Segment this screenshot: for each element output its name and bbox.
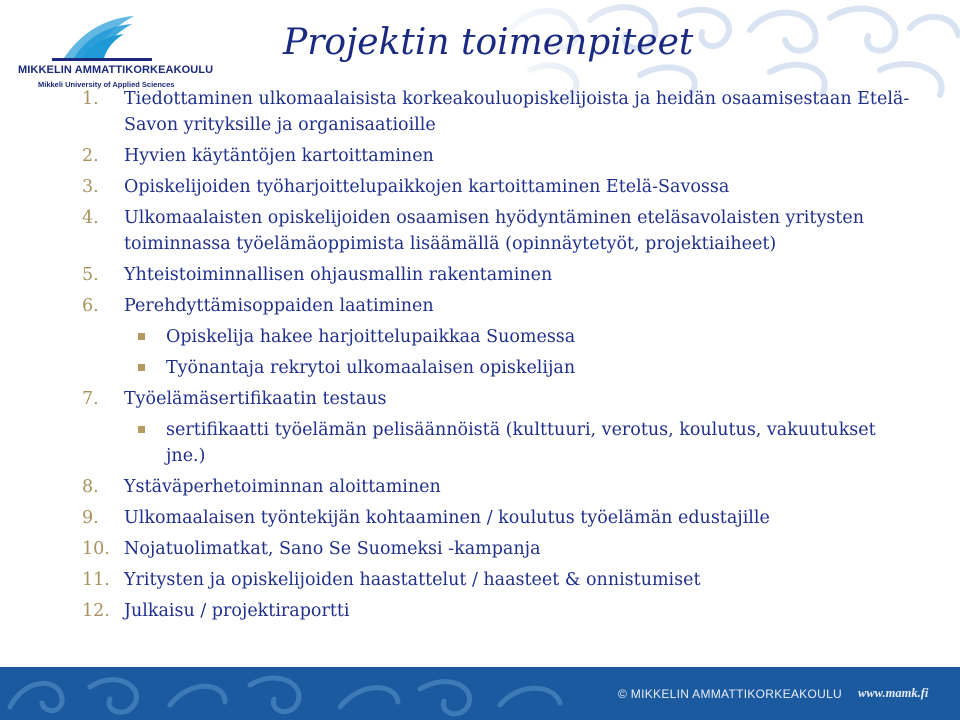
item-text: Hyvien käytäntöjen kartoittaminen [124,146,434,166]
item-number: 10. [82,539,110,559]
square-bullet-icon [138,333,145,340]
list-item [82,505,912,531]
item-number: 11. [82,570,110,590]
item-text: Ulkomaalaisen työntekijän kohtaaminen / koulutus työelämän edustajille [124,508,770,528]
item-number: 6. [82,296,99,316]
item-number: 12. [82,601,110,621]
sub-list [124,324,912,381]
item-number: 7. [82,389,99,409]
sub-item-text: Työnantaja rekrytoi ulkomaalaisen opiskelijan [166,358,576,378]
item-text: Ystäväperhetoiminnan aloittaminen [124,477,441,497]
footer-copyright: © MIKKELIN AMMATTIKORKEAKOULU [618,687,843,701]
item-number: 4. [82,208,99,228]
logo-name: MIKKELIN AMMATTIKORKEAKOULU [18,64,214,76]
list-item [82,262,912,288]
list-item [82,536,912,562]
item-number: 8. [82,477,99,497]
sub-list [124,417,912,469]
item-text: Opiskelijoiden työharjoittelupaikkojen kartoittaminen Etelä-Savossa [124,177,730,197]
sub-list-item [124,324,912,350]
item-text: Perehdyttämisoppaiden laatiminen [124,296,434,316]
logo-subtitle: Mikkeli University of Applied Sciences [38,80,175,89]
numbered-list [82,86,912,624]
item-number: 3. [82,177,99,197]
footer-swirl-decoration [0,667,600,720]
item-text: Yhteistoiminnallisen ohjausmallin rakentaminen [124,265,553,285]
list-item [82,386,912,469]
university-logo [18,14,214,94]
square-bullet-icon [138,426,145,433]
content-list [82,86,912,629]
list-item [82,174,912,200]
logo-wave-icon [52,14,152,62]
item-text: Nojatuolimatkat, Sano Se Suomeksi -kampanja [124,539,541,559]
list-item [82,86,912,138]
footer-website-link[interactable]: www.mamk.fi [858,686,929,700]
sub-item-text: Opiskelija hakee harjoittelupaikkaa Suomessa [166,327,576,347]
sub-item-text: sertifikaatti työelämän pelisäännöistä (kulttuuri, verotus, koulutus, vakuutukset jne.) [166,420,876,466]
sub-list-item [124,355,912,381]
item-text: Julkaisu / projektiraportti [124,601,350,621]
list-item [82,143,912,169]
item-number: 1. [82,89,99,109]
sub-list-item [124,417,912,469]
item-text: Tiedottaminen ulkomaalaisista korkeakouluopiskelijoista ja heidän osaamisestaan Etelä-Savon yrityksille ja organisaatioille [124,89,910,135]
slide-title: Projektin toimenpiteet [283,22,694,63]
list-item [82,205,912,257]
list-item [82,567,912,593]
footer-bar [0,667,960,720]
square-bullet-icon [138,364,145,371]
list-item [82,598,912,624]
item-text: Ulkomaalaisten opiskelijoiden osaamisen hyödyntäminen eteläsavolaisten yritysten toiminnassa työelämäoppimista lisäämällä (opinnäytetyöt, projektiaiheet) [124,208,864,254]
item-number: 5. [82,265,99,285]
item-number: 2. [82,146,99,166]
item-text: Yritysten ja opiskelijoiden haastattelut / haasteet & onnistumiset [124,570,701,590]
list-item [82,293,912,381]
list-item [82,474,912,500]
item-text: Työelämäsertifikaatin testaus [124,389,387,409]
item-number: 9. [82,508,99,528]
